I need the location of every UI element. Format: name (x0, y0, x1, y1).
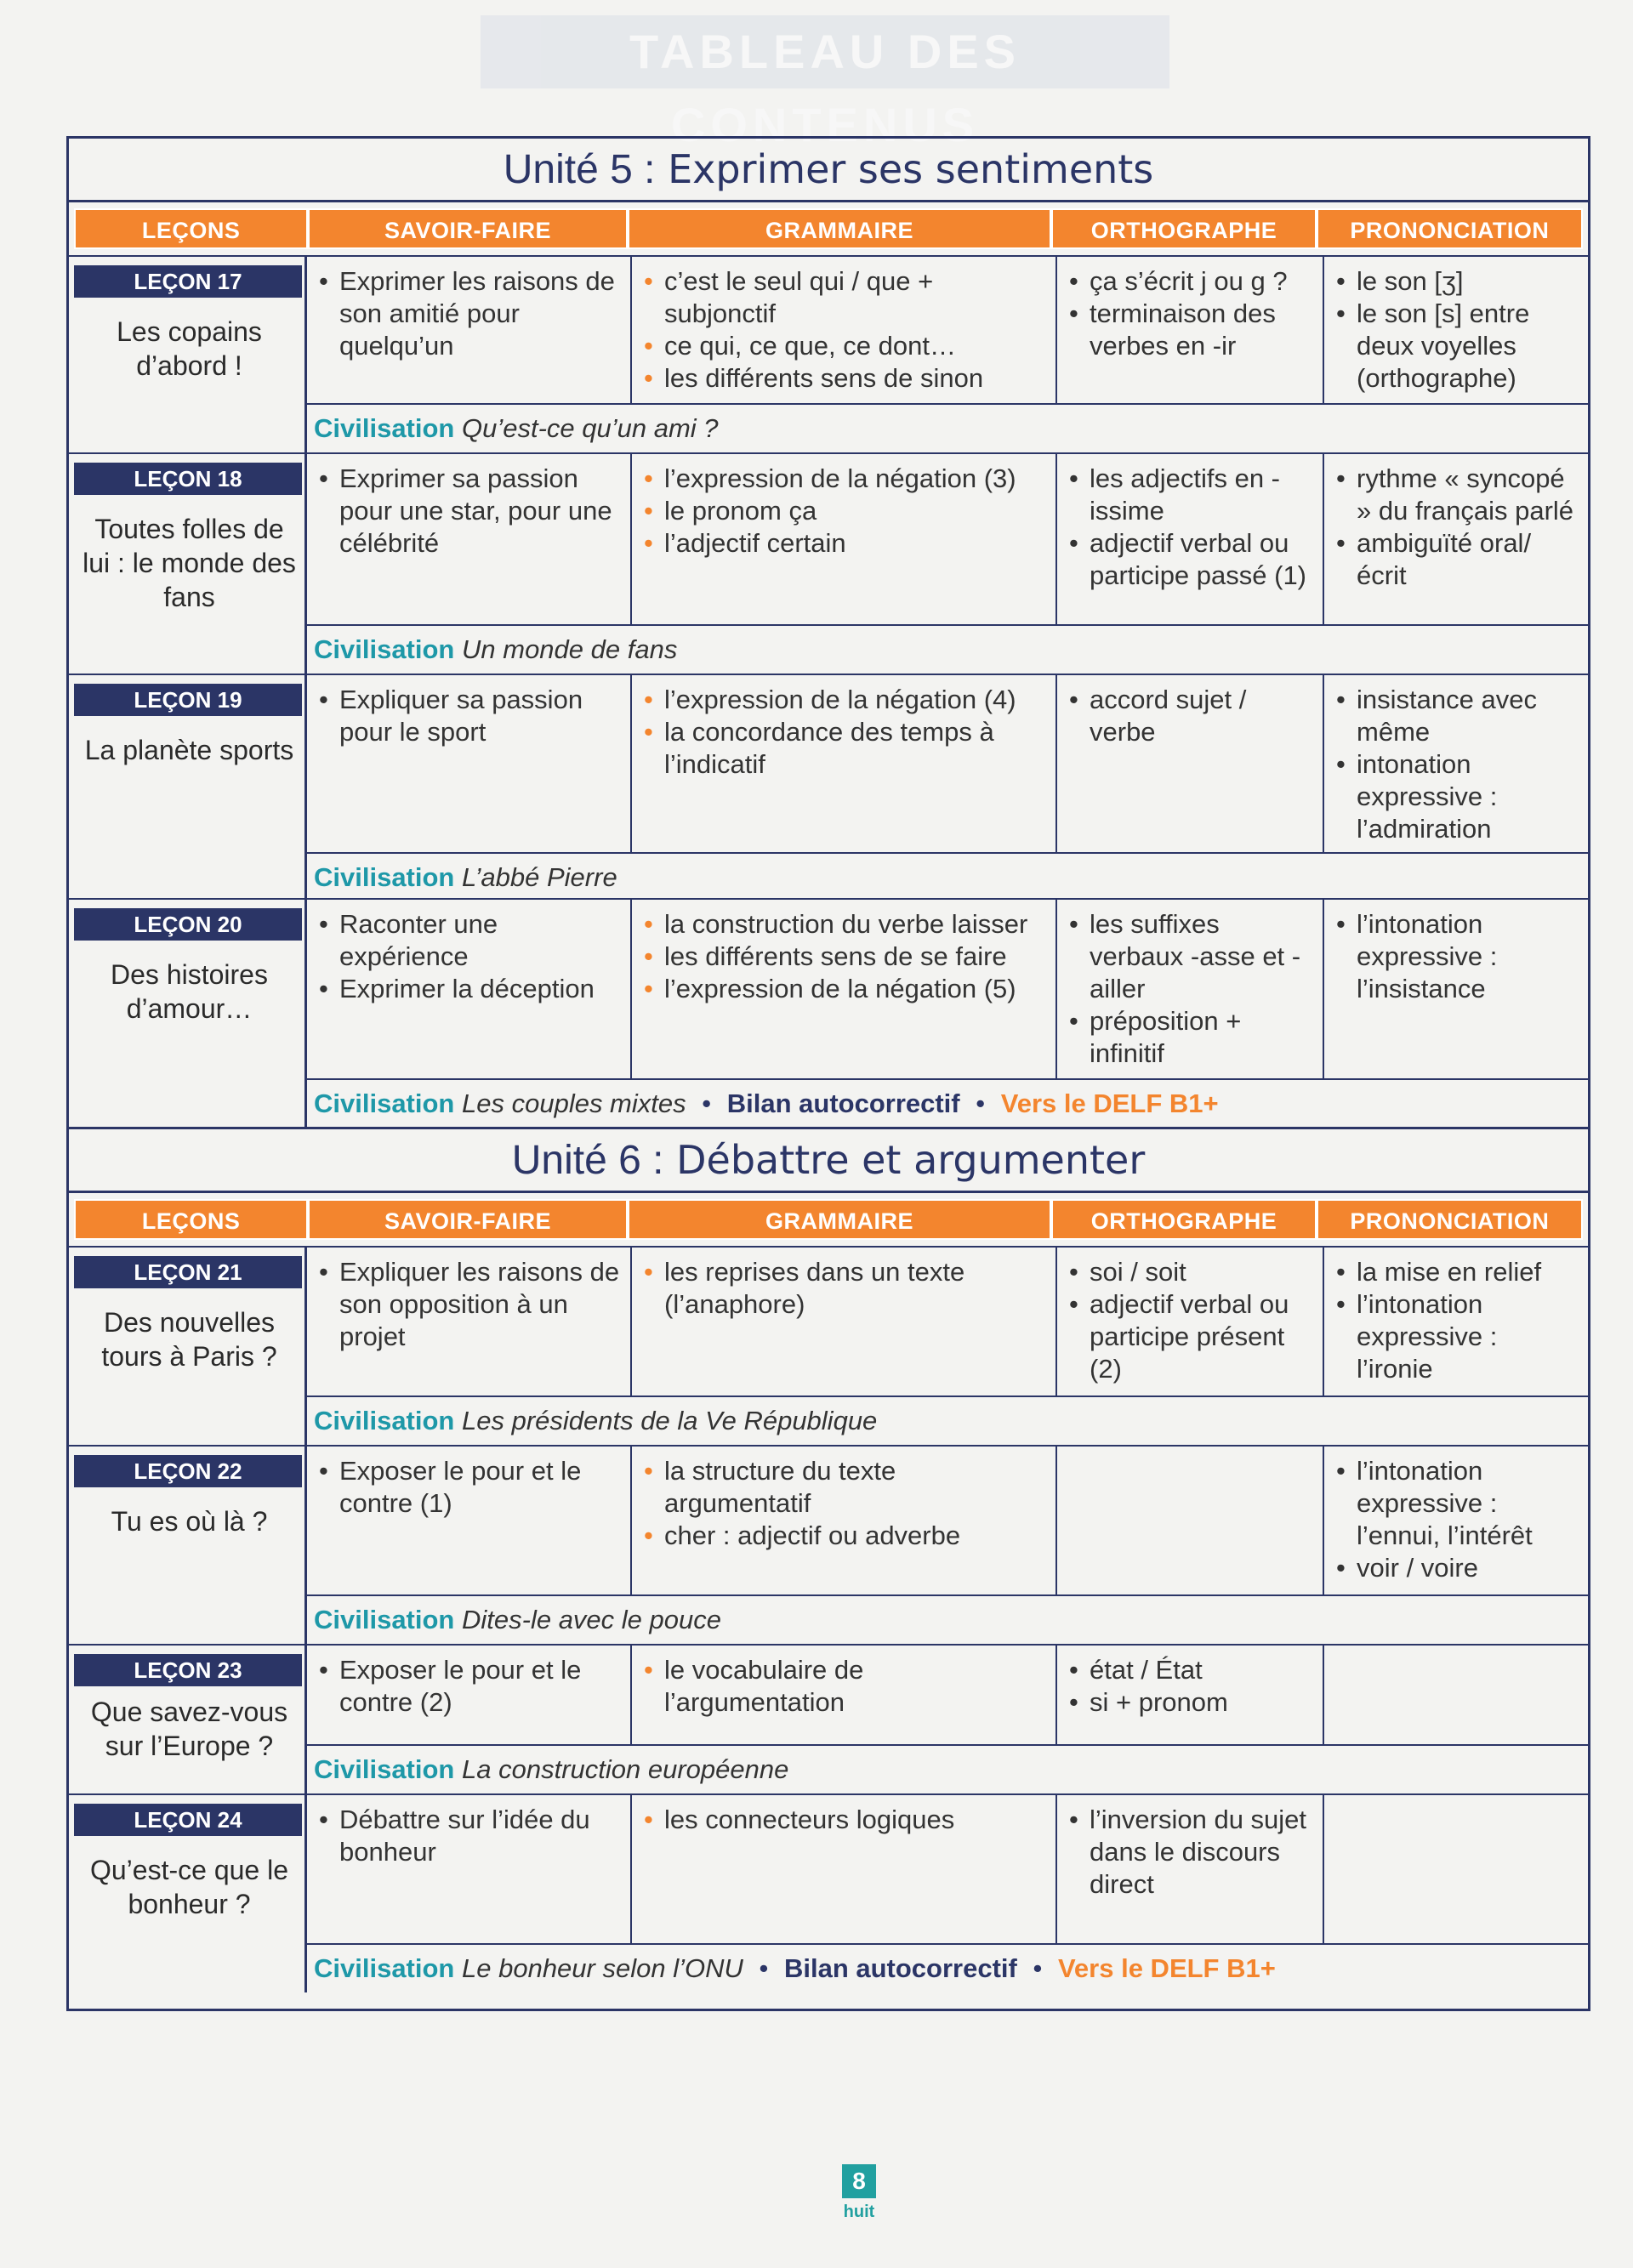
lesson-row (69, 1793, 1588, 1992)
list-item: • l’inversion du sujet dans le discours direct (1067, 1804, 1314, 1901)
savoir-faire-cell (307, 1646, 632, 1744)
column-headers (69, 202, 1588, 255)
orthographe-cell (1057, 1447, 1324, 1594)
orthographe-cell (1057, 257, 1324, 403)
grammaire-cell (632, 1447, 1057, 1594)
lesson-title: Tu es où là ? (111, 1506, 268, 1537)
list-item: • terminaison des verbes en -ir (1067, 298, 1314, 362)
lesson-title: Qu’est-ce que le bonheur ? (89, 1855, 288, 1919)
lesson-title: Des histoires d’amour… (111, 959, 268, 1024)
list-item: • insistance avec même (1334, 684, 1579, 748)
grammaire-cell (632, 257, 1057, 403)
lesson-label: LEÇON 24 (74, 1804, 302, 1836)
list-item: • Exprimer la déception (317, 973, 622, 1005)
civilisation-text: L’abbé Pierre (462, 862, 617, 892)
civilisation-line (307, 1943, 1588, 1992)
lesson-cell (69, 1795, 307, 1992)
list-item: • les reprises dans un texte (l’anaphore) (642, 1256, 1047, 1321)
list-item: • Expliquer les raisons de son opposition à un projet (317, 1256, 622, 1353)
list-item: • voir / voire (1334, 1552, 1579, 1584)
bilan-label: Bilan autocorrectif (783, 1953, 1017, 1983)
list-item: • les suffixes verbaux -asse et -ailler (1067, 908, 1314, 1005)
header-lecons: LEÇONS (74, 1199, 308, 1240)
prononciation-cell (1324, 675, 1588, 852)
prononciation-cell (1324, 1447, 1588, 1594)
list-item: • adjectif verbal ou participe passé (1) (1067, 527, 1314, 592)
grammaire-cell (632, 1248, 1057, 1395)
grammaire-cell (632, 454, 1057, 624)
list-item: • état / État (1067, 1654, 1314, 1686)
prononciation-cell (1324, 1795, 1588, 1943)
list-item: • intonation expressive : l’admiration (1334, 748, 1579, 845)
lesson-row (69, 674, 1588, 898)
lesson-row (69, 1445, 1588, 1644)
bullet-separator: • (1033, 1953, 1043, 1983)
list-item: • la mise en relief (1334, 1256, 1579, 1288)
lesson-cell (69, 1248, 307, 1445)
list-item: • le son [ʒ] (1334, 265, 1579, 298)
savoir-faire-cell (307, 675, 632, 852)
list-item: • Exprimer les raisons de son amitié pour quelqu’un (317, 265, 622, 362)
lesson-row (69, 1644, 1588, 1793)
list-item: • les connecteurs logiques (642, 1804, 1047, 1836)
civilisation-text: Les présidents de la Ve République (462, 1406, 878, 1435)
prononciation-cell (1324, 1248, 1588, 1395)
lesson-title: La planète sports (84, 735, 294, 765)
civilisation-line (307, 1395, 1588, 1445)
civilisation-line (307, 1078, 1588, 1128)
orthographe-cell (1057, 900, 1324, 1078)
lesson-cell (69, 1646, 307, 1793)
list-item: • l’intonation expressive : l’insistance (1334, 908, 1579, 1005)
list-item: • l’adjectif certain (642, 527, 1047, 560)
list-item: • soi / soit (1067, 1256, 1314, 1288)
lesson-label: LEÇON 21 (74, 1256, 302, 1288)
grammaire-cell (632, 1646, 1057, 1744)
civilisation-text: Un monde de fans (462, 634, 678, 664)
lesson-row (69, 1246, 1588, 1445)
list-item: • si + pronom (1067, 1686, 1314, 1719)
list-item: • les différents sens de se faire (642, 941, 1047, 973)
list-item: • les différents sens de sinon (642, 362, 1047, 395)
savoir-faire-cell (307, 1795, 632, 1943)
lesson-cell (69, 675, 307, 898)
list-item: • Débattre sur l’idée du bonheur (317, 1804, 622, 1868)
list-item: • cher : adjectif ou adverbe (642, 1520, 1047, 1552)
header-lecons: LEÇONS (74, 208, 308, 249)
prononciation-cell (1324, 900, 1588, 1078)
civilisation-label: Civilisation (314, 413, 455, 443)
lesson-label: LEÇON 17 (74, 265, 302, 298)
bilan-label: Bilan autocorrectif (726, 1089, 960, 1118)
unit-6-table (66, 1127, 1590, 2011)
civilisation-line (307, 403, 1588, 452)
lesson-label: LEÇON 23 (74, 1654, 302, 1686)
grammaire-cell (632, 900, 1057, 1078)
savoir-faire-cell (307, 1248, 632, 1395)
delf-label: Vers le DELF B1+ (1000, 1089, 1219, 1118)
lesson-label: LEÇON 19 (74, 684, 302, 716)
list-item: • Exprimer sa passion pour une star, pour une célébrité (317, 463, 622, 560)
civilisation-line (307, 624, 1588, 674)
lesson-title: Toutes folles de lui : le monde des fans (83, 514, 296, 612)
unit-title (69, 139, 1588, 202)
list-item: • préposition + infinitif (1067, 1005, 1314, 1070)
lesson-cell (69, 454, 307, 674)
civilisation-label: Civilisation (314, 634, 455, 664)
civilisation-text: Le bonheur selon l’ONU (462, 1953, 743, 1983)
savoir-faire-cell (307, 257, 632, 403)
prononciation-cell (1324, 257, 1588, 403)
civilisation-text: La construction européenne (462, 1754, 789, 1784)
list-item: • les adjectifs en -issime (1067, 463, 1314, 527)
list-item: • Exposer le pour et le contre (2) (317, 1654, 622, 1719)
civilisation-line (307, 852, 1588, 901)
list-item: • le son [s] entre deux voyelles (orthographe) (1334, 298, 1579, 395)
orthographe-cell (1057, 454, 1324, 624)
list-item: • rythme « syncopé » du français parlé (1334, 463, 1579, 527)
list-item: • l’intonation expressive : l’ennui, l’intérêt (1334, 1455, 1579, 1552)
page-number-word: huit (843, 2203, 875, 2221)
lesson-title: Que savez-vous sur l’Europe ? (90, 1697, 288, 1761)
unit-title-text: Débattre et argumenter (676, 1137, 1146, 1183)
lesson-cell (69, 257, 307, 452)
list-item: • ça s’écrit j ou g ? (1067, 265, 1314, 298)
unit-number: Unité 6 : (511, 1138, 664, 1183)
orthographe-cell (1057, 1795, 1324, 1943)
header-prononciation: PRONONCIATION (1317, 208, 1583, 249)
list-item: • l’expression de la négation (5) (642, 973, 1047, 1005)
list-item: • accord sujet / verbe (1067, 684, 1314, 748)
lesson-label: LEÇON 22 (74, 1455, 302, 1487)
list-item: • le vocabulaire de l’argumentation (642, 1654, 1047, 1719)
list-item: • c’est le seul qui / que + subjonctif (642, 265, 1047, 330)
orthographe-cell (1057, 675, 1324, 852)
civilisation-label: Civilisation (314, 1754, 455, 1784)
bullet-separator: • (759, 1953, 769, 1983)
header-orthographe: ORTHOGRAPHE (1051, 1199, 1316, 1240)
header-savoir-faire: SAVOIR-FAIRE (308, 1199, 627, 1240)
savoir-faire-cell (307, 900, 632, 1078)
header-orthographe: ORTHOGRAPHE (1051, 208, 1316, 249)
unit-title-text: Exprimer ses sentiments (668, 146, 1154, 192)
savoir-faire-cell (307, 454, 632, 624)
header-prononciation: PRONONCIATION (1317, 1199, 1583, 1240)
civilisation-label: Civilisation (314, 1406, 455, 1435)
list-item: • la structure du texte argumentatif (642, 1455, 1047, 1520)
list-item: • le pronom ça (642, 495, 1047, 527)
lesson-row (69, 898, 1588, 1128)
civilisation-text: Dites-le avec le pouce (462, 1605, 721, 1634)
list-item: • ce qui, ce que, ce dont… (642, 330, 1047, 362)
list-item: • Exposer le pour et le contre (1) (317, 1455, 622, 1520)
lesson-cell (69, 900, 307, 1128)
list-item: • Expliquer sa passion pour le sport (317, 684, 622, 748)
list-item: • l’expression de la négation (4) (642, 684, 1047, 716)
lesson-row (69, 255, 1588, 452)
bullet-separator: • (702, 1089, 712, 1118)
prononciation-cell (1324, 1646, 1588, 1744)
grammaire-cell (632, 675, 1057, 852)
delf-label: Vers le DELF B1+ (1057, 1953, 1276, 1983)
lesson-label: LEÇON 18 (74, 463, 302, 495)
civilisation-label: Civilisation (314, 1605, 455, 1634)
unit-5-table (66, 136, 1590, 1127)
civilisation-text: Les couples mixtes (462, 1089, 686, 1118)
lesson-title: Les copains d’abord ! (117, 316, 262, 381)
bullet-separator: • (976, 1089, 986, 1118)
list-item: • l’intonation expressive : l’ironie (1334, 1288, 1579, 1385)
header-savoir-faire: SAVOIR-FAIRE (308, 208, 627, 249)
civilisation-text: Qu’est-ce qu’un ami ? (462, 413, 719, 443)
orthographe-cell (1057, 1646, 1324, 1744)
lesson-title: Des nouvelles tours à Paris ? (101, 1307, 277, 1372)
civilisation-label: Civilisation (314, 1953, 455, 1983)
page-number: 8 (842, 2164, 876, 2198)
list-item: • ambiguïté oral/écrit (1334, 527, 1579, 592)
lesson-row (69, 452, 1588, 674)
prononciation-cell (1324, 454, 1588, 624)
list-item: • adjectif verbal ou participe présent (2) (1067, 1288, 1314, 1385)
lesson-cell (69, 1447, 307, 1644)
civilisation-label: Civilisation (314, 862, 455, 892)
civilisation-label: Civilisation (314, 1089, 455, 1118)
civilisation-line (307, 1744, 1588, 1793)
page-header: TABLEAU DES CONTENUS (481, 15, 1169, 88)
list-item: • la construction du verbe laisser (642, 908, 1047, 941)
header-grammaire: GRAMMAIRE (628, 208, 1052, 249)
grammaire-cell (632, 1795, 1057, 1943)
list-item: • l’expression de la négation (3) (642, 463, 1047, 495)
column-headers (69, 1193, 1588, 1246)
unit-title (69, 1129, 1588, 1193)
civilisation-line (307, 1594, 1588, 1644)
header-grammaire: GRAMMAIRE (628, 1199, 1052, 1240)
lesson-label: LEÇON 20 (74, 908, 302, 941)
list-item: • la concordance des temps à l’indicatif (642, 716, 1047, 781)
orthographe-cell (1057, 1248, 1324, 1395)
list-item: • Raconter une expérience (317, 908, 622, 973)
unit-number: Unité 5 : (503, 147, 656, 192)
savoir-faire-cell (307, 1447, 632, 1594)
